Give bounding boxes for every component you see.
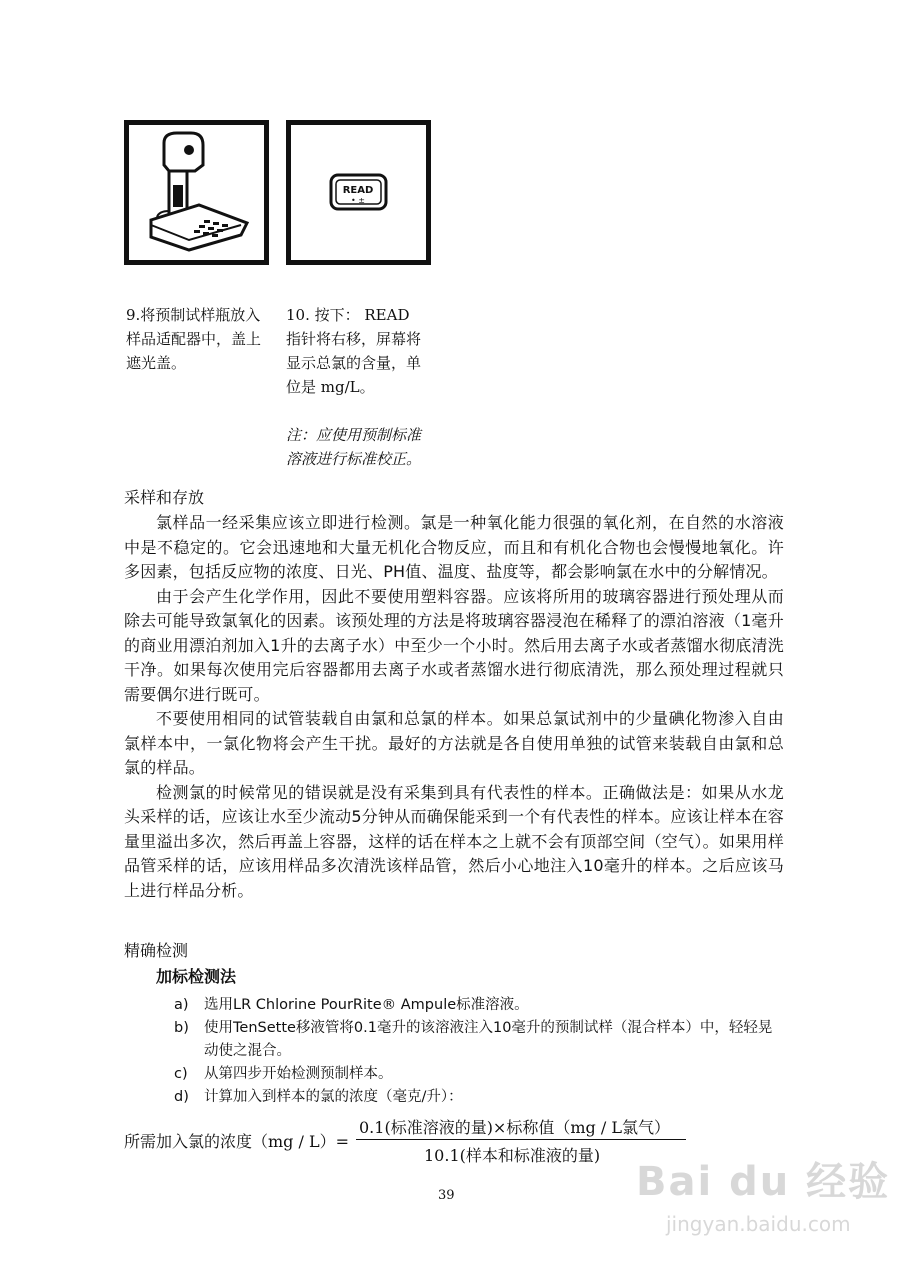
concentration-formula bbox=[124, 1115, 724, 1167]
watermark-url: jingyan.baidu.com bbox=[666, 1212, 851, 1236]
caption-line: 遮光盖。 bbox=[126, 354, 187, 372]
caption-line: 样品适配器中，盖上 bbox=[126, 330, 262, 348]
paragraph: 不要使用相同的试管装载自由氯和总氯的样本。如果总氯试剂中的少量碘化物渗入自由氯样本中，一氯化物将会产生干扰。最好的方法就是各自使用单独的试管来装载自由氯和总氯的样品。 bbox=[124, 709, 784, 777]
caption-line: 9.将预制试样瓶放入 bbox=[126, 306, 261, 324]
step-text: 使用TenSette移液管将0.1毫升的该溶液注入10毫升的预制试样（混合样本）中，轻轻晃动使之混合。 bbox=[204, 1020, 773, 1059]
step-text: 计算加入到样本的氯的浓度（毫克/升）： bbox=[204, 1089, 463, 1105]
caption-line: 位是 mg/L。 bbox=[286, 378, 375, 396]
fig10-caption bbox=[286, 303, 441, 471]
step-label: b) bbox=[174, 1020, 189, 1036]
list-item bbox=[174, 994, 784, 1017]
paragraph: 检测氯的时候常见的错误就是没有采集到具有代表性的样本。正确做法是：如果从水龙头采样的话，应该让水至少流动5分钟从而确保能采到一个有代表性的样本。应该让样本在容量里溢出多次，然后再盖上容器，这样的话在样本之上就不会有顶部空间（空气）。如果用样品管采样的话，应该用样品多次清洗该样品管，然后小心地注入10毫升的样本。之后应该马上进行样品分析。 bbox=[124, 782, 784, 900]
caption-note: 注：应使用预制标准 bbox=[286, 426, 422, 444]
step-text: 选用LR Chlorine PourRite® Ampule标准溶液。 bbox=[204, 997, 529, 1013]
step-label: d) bbox=[174, 1089, 189, 1105]
caption-line: 10. 按下： READ bbox=[286, 306, 410, 324]
caption-line: 指针将右移，屏幕将 bbox=[286, 330, 422, 348]
formula-numerator: 0.1(标准溶液的量)×标称值（mg / L氯气） bbox=[359, 1118, 670, 1137]
step-label: c) bbox=[174, 1066, 188, 1082]
list-item bbox=[174, 1063, 784, 1086]
paragraph: 氯样品一经采集应该立即进行检测。氯是一种氧化能力很强的氧化剂，在自然的水溶液中是不稳定的。它会迅速地和大量无机化合物反应，而且和有机化合物也会慢慢地氧化。许多因素，包括反应物的浓度、日光、PH值、温度、盐度等，都会影响氯在水中的分解情况。 bbox=[124, 513, 784, 581]
read-key-symbols: • ± bbox=[351, 196, 365, 205]
read-key-illustration bbox=[291, 125, 426, 260]
sampling-section bbox=[124, 485, 784, 903]
step-label: a) bbox=[174, 997, 189, 1013]
read-key-label: READ bbox=[342, 185, 374, 196]
section-heading: 精确检测 bbox=[124, 941, 189, 960]
instrument-figure bbox=[124, 120, 269, 265]
fig9-caption bbox=[126, 303, 281, 375]
step-text: 从第四步开始检测预制样本。 bbox=[204, 1066, 393, 1082]
paragraph: 由于会产生化学作用，因此不要使用塑料容器。应该将所用的玻璃容器进行预处理从而除去可能导致氯氧化的因素。该预处理的方法是将玻璃容器浸泡在稀释了的漂泊溶液（1毫升的商业用漂泊剂加入1升的去离子水）中至少一个小时。然后用去离子水或者蒸馏水彻底清洗干净。如果每次使用完后容器都用去离子水或者蒸馏水进行彻底清洗，那么预处理过程就只需要偶尔进行既可。 bbox=[124, 586, 784, 704]
read-button-figure bbox=[286, 120, 431, 265]
subsection-heading: 加标检测法 bbox=[156, 967, 237, 986]
formula-lhs: 所需加入氯的浓度（mg / L）= bbox=[124, 1132, 350, 1151]
list-item bbox=[174, 1017, 784, 1063]
caption-line: 显示总氯的含量，单 bbox=[286, 354, 422, 372]
steps-list bbox=[124, 994, 784, 1109]
formula-denominator: 10.1(样本和标准液的量) bbox=[424, 1146, 601, 1165]
section-heading: 采样和存放 bbox=[124, 488, 205, 507]
instrument-illustration bbox=[129, 125, 264, 260]
page-number: 39 bbox=[438, 1188, 455, 1203]
watermark-logo: Bai du 经验 bbox=[636, 1159, 891, 1205]
caption-note: 溶液进行标准校正。 bbox=[286, 450, 422, 468]
precise-section bbox=[124, 938, 784, 1109]
list-item bbox=[174, 1086, 784, 1109]
watermark bbox=[636, 1140, 891, 1270]
